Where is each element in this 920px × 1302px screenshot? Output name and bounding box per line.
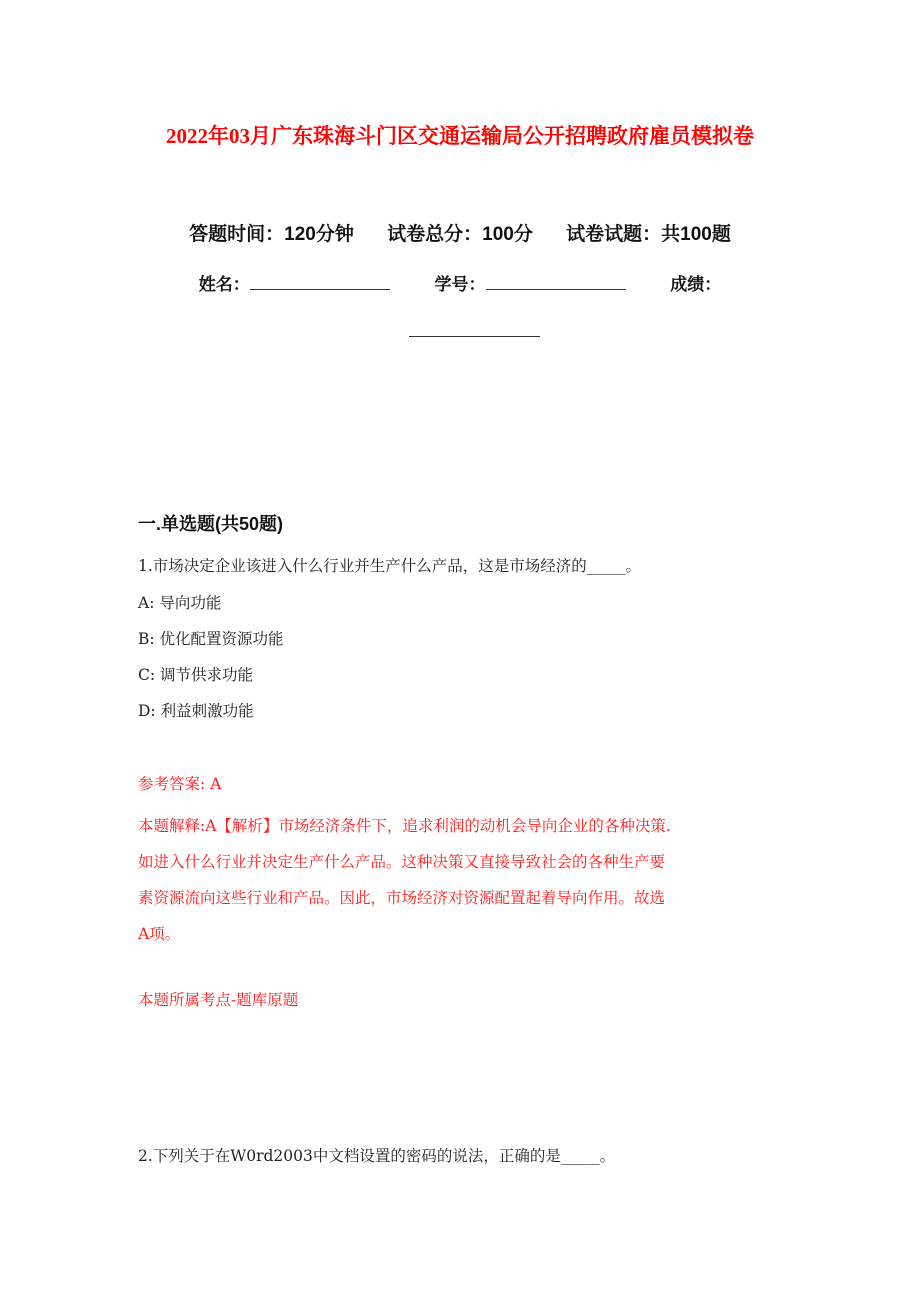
question-1-explanation: [138, 808, 778, 952]
question-1-option-d: D: 利益刺激功能: [138, 702, 254, 720]
id-blank: [486, 275, 626, 290]
document-title: 2022年03月广东珠海斗门区交通运输局公开招聘政府雇员模拟卷: [166, 124, 754, 148]
question-1-option-a: A: 导向功能: [138, 594, 222, 612]
exam-meta: [0, 219, 920, 246]
explanation-line: A项。: [138, 925, 181, 943]
name-blank: [250, 275, 390, 290]
score-label: 成绩：: [670, 275, 722, 294]
explanation-line: 如进入什么行业并决定生产什么产品。这种决策又直接导致社会的各种生产要: [138, 853, 666, 871]
question-1-option-c: C: 调节供求功能: [138, 666, 254, 684]
explanation-line: 本题解释:A【解析】市场经济条件下，追求利润的动机会导向企业的各种决策.: [138, 817, 671, 835]
id-label: 学号：: [434, 275, 486, 294]
section-heading: 一.单选题(共50题): [138, 514, 284, 534]
student-fields: [0, 270, 920, 295]
id-field: [435, 270, 626, 295]
question-1-stem: 1.市场决定企业该进入什么行业并生产什么产品，这是市场经济的_____。: [138, 557, 642, 575]
question-2-stem: 2.下列关于在W0rd2003中文档设置的密码的说法，正确的是_____。: [138, 1147, 616, 1165]
name-label: 姓名：: [198, 275, 250, 294]
exam-time: 答题时间：120分钟: [189, 224, 354, 245]
question-1-source: 本题所属考点-题库原题: [138, 991, 299, 1009]
exam-question-count: 试卷试题：共100题: [566, 224, 731, 245]
name-field: [199, 270, 390, 295]
exam-total-score: 试卷总分：100分: [387, 224, 533, 245]
explanation-line: 素资源流向这些行业和产品。因此，市场经济对资源配置起着导向作用。故选: [138, 889, 666, 907]
question-1-option-b: B: 优化配置资源功能: [138, 630, 284, 648]
score-field: [670, 270, 721, 295]
question-1-answer: 参考答案: A: [138, 775, 222, 793]
score-blank: [409, 336, 540, 337]
